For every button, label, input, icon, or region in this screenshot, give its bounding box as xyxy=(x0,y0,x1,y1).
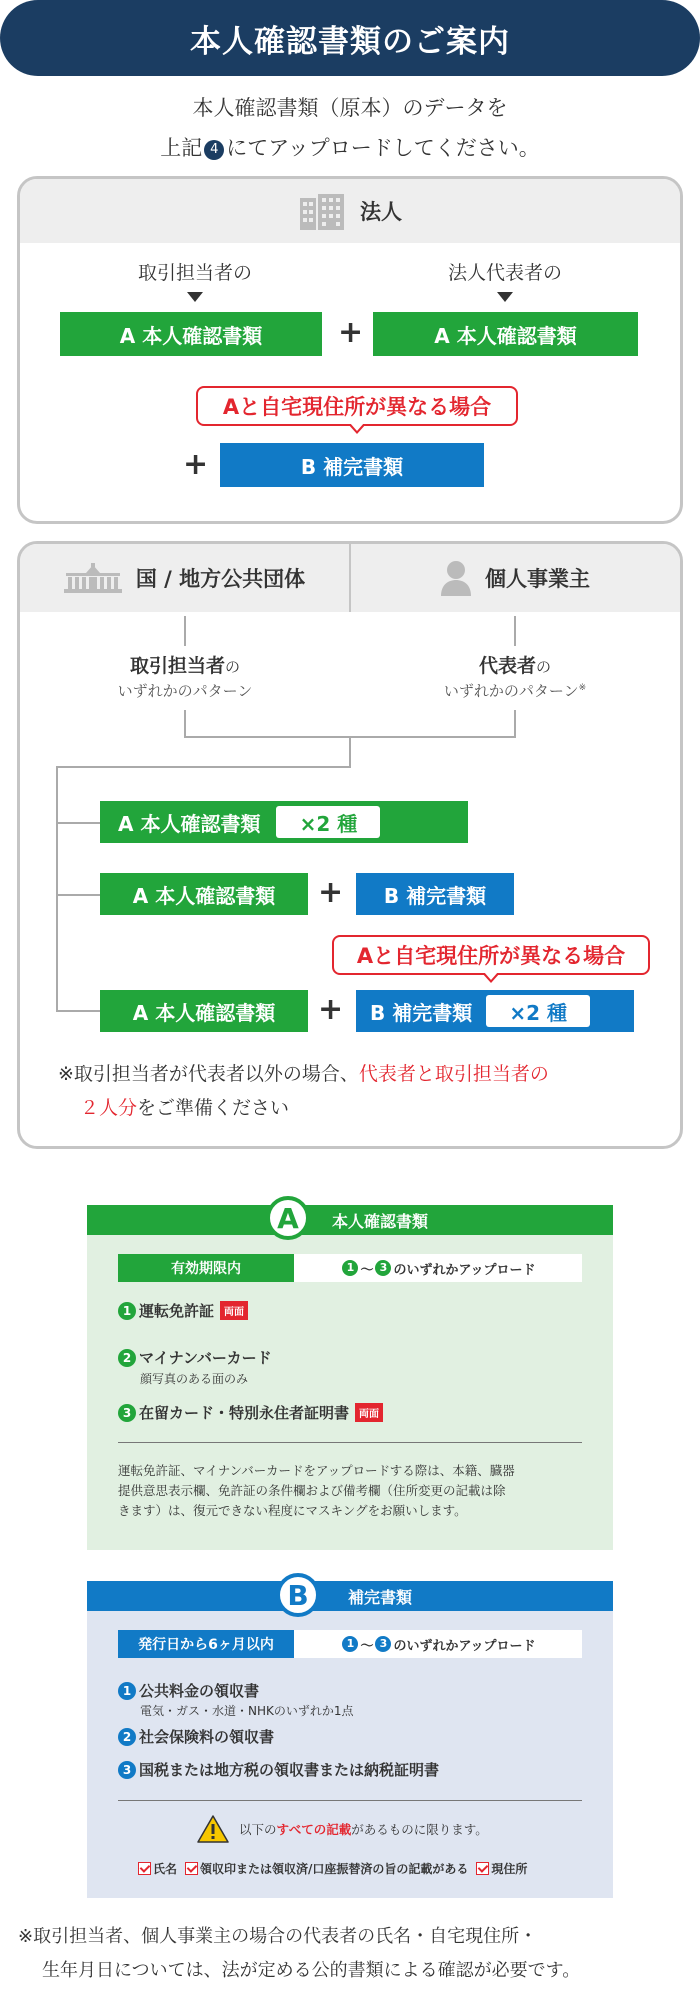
plus-sign: + xyxy=(318,992,344,1027)
panel-b-item-1: 1 公共料金の領収書 xyxy=(118,1680,259,1701)
panel-a-item-2-sub: 顔写真のある面のみ xyxy=(140,1372,249,1386)
divider xyxy=(118,1442,582,1443)
corp-right-label: 法人代表者の xyxy=(447,262,562,284)
page-title: 本人確認書類のご案内 xyxy=(190,23,510,60)
panel-b-item-3: 3 国税または地方税の領収書または納税証明書 xyxy=(118,1759,439,1780)
pattern-b-doc: B 補完書類 xyxy=(356,873,514,915)
times-2-tag: ×2 種 xyxy=(486,995,590,1027)
step-number-badge: 4 xyxy=(204,140,224,160)
check-item: 氏名 xyxy=(138,1860,177,1877)
pattern-a-times-2: A 本人確認書類 ×2 種 xyxy=(100,801,468,843)
checkbox-checked-icon xyxy=(476,1862,489,1875)
arrow-down-icon xyxy=(187,292,203,302)
pattern-b-times-2: B 補完書類 ×2 種 xyxy=(356,990,634,1032)
panel-a-masking-note: 運転免許証、マイナンバーカードをアップロードする際は、本籍、臓器 提供意思表示欄、免許証の条件欄および備考欄（住所変更の記載は除 きます）は、復元できない程度にマスキングをお願いします。 xyxy=(118,1463,515,1518)
panel-b-letter-badge: B xyxy=(276,1573,320,1617)
checkbox-checked-icon xyxy=(185,1862,198,1875)
gov-left-label: 取引担当者の xyxy=(129,655,241,677)
connector-line xyxy=(56,822,100,824)
intro-line-2: 上記 4 にてアップロードしてください。 xyxy=(160,136,540,160)
divider xyxy=(118,1800,582,1801)
government-building-icon xyxy=(64,563,122,593)
check-item: 現住所 xyxy=(476,1860,527,1877)
connector-line xyxy=(56,894,100,896)
address-differs-callout: Aと自宅現住所が異なる場合 xyxy=(332,935,650,975)
panel-a-item-2: 2 マイナンバーカード xyxy=(118,1347,272,1368)
both-sides-badge: 両面 xyxy=(355,1403,383,1422)
both-sides-badge: 両面 xyxy=(220,1301,248,1320)
panel-b-checklist xyxy=(138,1860,527,1877)
connector-line xyxy=(514,616,516,646)
corp-a-doc-left: A 本人確認書類 xyxy=(60,312,322,356)
arrow-down-icon xyxy=(497,292,513,302)
panel-b-item-1-sub: 電気・ガス・水道・NHKのいずれか1点 xyxy=(140,1704,354,1718)
panel-a-validity-row: 有効期限内 1 ～ 3 のいずれかアップロード xyxy=(118,1254,582,1282)
panel-b-warning: 以下のすべての記載があるものに限ります。 xyxy=(197,1815,488,1843)
address-differs-callout: Aと自宅現住所が異なる場合 xyxy=(196,386,518,426)
times-2-tag: ×2 種 xyxy=(276,806,380,838)
corporate-card-header xyxy=(20,179,680,243)
intro-line-1: 本人確認書類（原本）のデータを xyxy=(192,96,508,120)
connector-line xyxy=(56,766,351,768)
plus-sign: + xyxy=(318,875,344,910)
corp-b-doc: B 補完書類 xyxy=(220,443,484,487)
building-icon xyxy=(298,192,346,230)
panel-a-letter-badge: A xyxy=(266,1196,310,1240)
connector-line xyxy=(56,1010,100,1012)
sole-proprietor-header: 個人事業主 xyxy=(351,544,680,612)
corporate-header-label: 法人 xyxy=(360,200,402,224)
panel-a-item-1: 1 運転免許証 両面 xyxy=(118,1300,248,1321)
gov-right-sub: いずれかのパターン※ xyxy=(443,682,587,700)
warning-icon xyxy=(197,1815,229,1843)
gov-note: ※取引担当者が代表者以外の場合、代表者と取引担当者の ２人分をご準備ください xyxy=(58,1063,549,1119)
panel-b-header: 補完書類 xyxy=(87,1581,613,1611)
gov-sole-card-header xyxy=(20,544,680,612)
connector-line xyxy=(514,710,516,738)
checkbox-checked-icon xyxy=(138,1862,151,1875)
corp-left-label: 取引担当者の xyxy=(137,262,252,284)
panel-a-header: 本人確認書類 xyxy=(87,1205,613,1235)
connector-line xyxy=(184,710,186,738)
gov-left-sub: いずれかのパターン xyxy=(117,682,253,700)
pattern-a-doc: A 本人確認書類 xyxy=(100,990,308,1032)
gov-header: 国 / 地方公共団体 xyxy=(20,544,351,612)
gov-right-label: 代表者の xyxy=(478,655,552,677)
panel-b-item-2: 2 社会保険料の領収書 xyxy=(118,1726,274,1747)
panel-a-item-3: 3 在留カード・特別永住者証明書 両面 xyxy=(118,1402,383,1423)
connector-line xyxy=(184,616,186,646)
pattern-a-doc: A 本人確認書類 xyxy=(100,873,308,915)
person-icon xyxy=(441,560,471,596)
page-title-banner xyxy=(0,0,700,76)
connector-line xyxy=(349,736,351,768)
corp-a-doc-right: A 本人確認書類 xyxy=(373,312,638,356)
panel-b-validity-row: 発行日から6ヶ月以内 1 ～ 3 のいずれかアップロード xyxy=(118,1630,582,1658)
plus-sign: + xyxy=(183,447,209,482)
check-item: 領収印または領収済/口座振替済の旨の記載がある xyxy=(185,1860,468,1877)
footer-note: ※取引担当者、個人事業主の場合の代表者の氏名・自宅現住所・ 生年月日については、法が定める公的書類による確認が必要です。 xyxy=(18,1926,581,1981)
connector-line xyxy=(56,766,58,1012)
plus-sign: + xyxy=(338,315,364,350)
